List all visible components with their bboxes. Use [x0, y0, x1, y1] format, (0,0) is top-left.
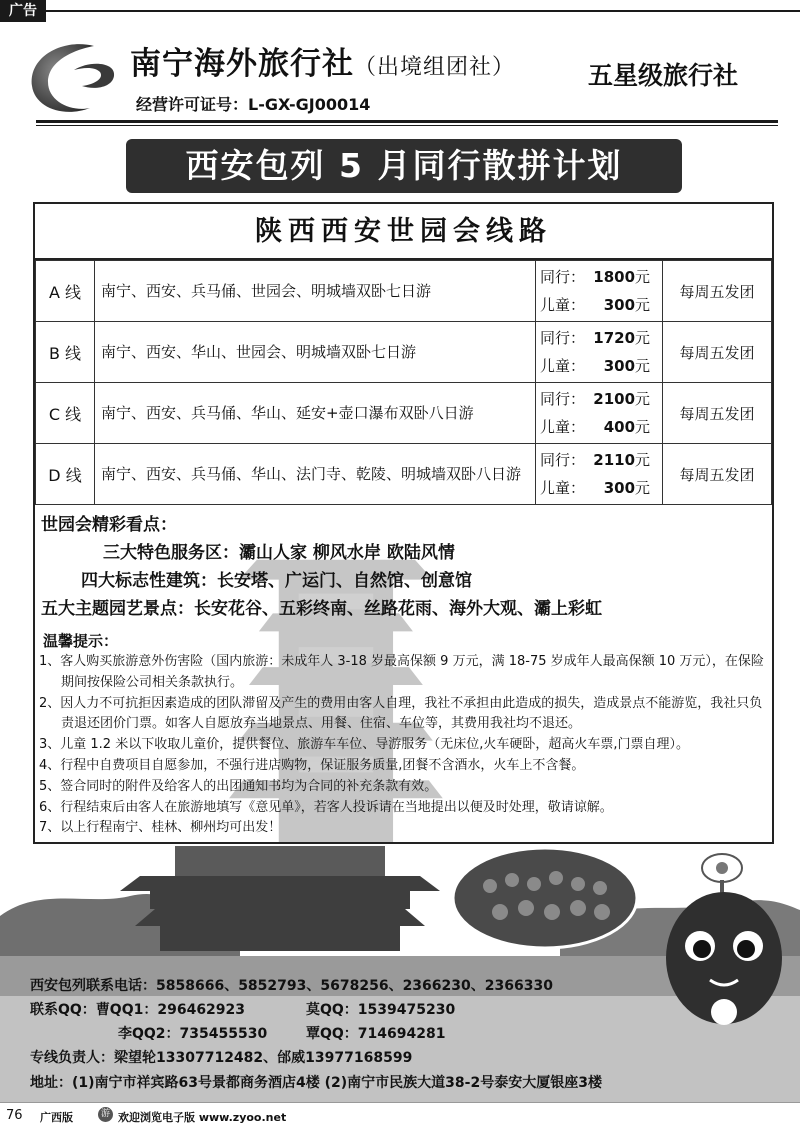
- price-unit: 元: [635, 418, 651, 436]
- contact-qq-row-1: [30, 999, 245, 1019]
- address-text: (1)南宁市祥宾路63号景都商务酒店4楼 (2)南宁市民族大道38-2号泰安大厦银座3楼: [72, 1075, 602, 1091]
- table-row: [36, 261, 772, 322]
- price-unit: 元: [635, 479, 651, 497]
- peer-price: 2110: [593, 451, 636, 469]
- tip-item: 5、签合同时的附件及给客人的出团通知书均为合同的补充条款有效。: [39, 778, 438, 794]
- route-price: [536, 322, 663, 383]
- tip-item: 2、因人力不可抗拒因素造成的团队滞留及产生的费用由客人自理，我社不承担由此造成的损失，造成景点不能游览，我社只负责退还团价门票。如客人自愿放弃当地景点、用餐、住宿、车位等，其费用我社均不退还。: [39, 695, 763, 732]
- peer-price: 1720: [593, 329, 636, 347]
- tip-item: 6、行程结束后由客人在旅游地填写《意见单》，若客人投诉请在当地提出以便及时处理，敬请谅解。: [39, 799, 613, 815]
- license-number: 经营许可证号：L-GX-GJ00014: [136, 95, 371, 114]
- route-table: [35, 260, 772, 505]
- edition-label: 广西版: [40, 1111, 73, 1124]
- phone-label: 西安包列联系电话：: [30, 978, 156, 994]
- contact-address: [30, 1072, 602, 1092]
- price-unit: 元: [635, 357, 651, 375]
- route-desc: 南宁、西安、兵马俑、世园会、明城墙双卧七日游: [95, 261, 536, 322]
- child-price: 300: [603, 357, 636, 375]
- ad-tag: 广告: [0, 0, 46, 22]
- child-label: 儿童：: [540, 296, 586, 314]
- website-link[interactable]: 欢迎浏览电子版 www.zyoo.net: [118, 1111, 287, 1124]
- route-price: [536, 261, 663, 322]
- agency-name-text: 南宁海外旅行社: [130, 46, 354, 82]
- contact-managers: [30, 1047, 412, 1067]
- qq-label: 联系QQ：: [30, 1002, 96, 1018]
- route-price: [536, 383, 663, 444]
- agency-type: （出境组团社）: [354, 55, 516, 80]
- qq-number: 覃QQ：714694281: [306, 1026, 446, 1042]
- tip-item: 3、儿童 1.2 米以下收取儿童价，提供餐位、旅游车车位、导游服务（无床位,火车硬卧，超高火车票,门票自理）。: [39, 737, 689, 753]
- peer-label: 同行：: [540, 329, 586, 347]
- price-unit: 元: [635, 296, 651, 314]
- route-code: A 线: [36, 261, 95, 322]
- qq-number: 曹QQ1：296462923: [95, 1002, 246, 1018]
- price-unit: 元: [635, 451, 651, 469]
- qq-number: 李QQ2：735455530: [118, 1026, 268, 1042]
- table-row: [36, 322, 772, 383]
- rating-label: 五星级旅行社: [588, 61, 739, 90]
- peer-label: 同行：: [540, 451, 586, 469]
- highlights-title: 世园会精彩看点：: [41, 515, 177, 535]
- footer-rule: [0, 1102, 800, 1103]
- price-unit: 元: [635, 390, 651, 408]
- page-number: 76: [6, 1108, 23, 1123]
- route-code: B 线: [36, 322, 95, 383]
- agency-name: [130, 38, 515, 83]
- peer-price: 2100: [593, 390, 636, 408]
- route-title: 陕西西安世园会线路: [35, 204, 772, 260]
- edition-badge-icon: 游: [98, 1107, 113, 1122]
- tip-item: 1、客人购买旅游意外伤害险（国内旅游：未成年人 3-18 岁最高保额 9 万元，满 18-75 岁成年人最高保额 10 万元），在保险期间按保险公司相关条款执行。: [39, 654, 764, 690]
- route-code: C 线: [36, 383, 95, 444]
- child-price: 400: [603, 418, 636, 436]
- highlight-line-3: 五大主题园艺景点：长安花谷、五彩终南、丝路花雨、海外大观、灞上彩虹: [41, 599, 602, 619]
- child-label: 儿童：: [540, 357, 586, 375]
- header-rule-thin: [36, 125, 778, 126]
- child-label: 儿童：: [540, 418, 586, 436]
- tips-list: [39, 652, 767, 839]
- route-schedule: 每周五发团: [663, 383, 772, 444]
- price-unit: 元: [635, 329, 651, 347]
- header-rule: [36, 120, 778, 123]
- route-desc: 南宁、西安、兵马俑、华山、法门寺、乾陵、明城墙双卧八日游: [95, 444, 536, 505]
- route-box: [33, 202, 774, 844]
- price-unit: 元: [635, 268, 651, 286]
- route-schedule: 每周五发团: [663, 322, 772, 383]
- manager-names: 梁望轮13307712482、邰威13977168599: [114, 1050, 413, 1066]
- route-price: [536, 444, 663, 505]
- peer-label: 同行：: [540, 390, 586, 408]
- route-code: D 线: [36, 444, 95, 505]
- highlight-line-1: 三大特色服务区：灞山人家 柳风水岸 欧陆风情: [103, 543, 455, 563]
- route-desc: 南宁、西安、兵马俑、华山、延安+壶口瀑布双卧八日游: [95, 383, 536, 444]
- child-price: 300: [603, 479, 636, 497]
- contact-phones: [30, 975, 553, 995]
- peer-label: 同行：: [540, 268, 586, 286]
- tips-title: 温馨提示：: [43, 632, 119, 650]
- table-row: [36, 383, 772, 444]
- route-desc: 南宁、西安、华山、世园会、明城墙双卧七日游: [95, 322, 536, 383]
- tip-item: 7、以上行程南宁、桂林、柳州均可出发！: [39, 820, 282, 836]
- table-row: [36, 444, 772, 505]
- agency-logo-icon: [24, 36, 120, 118]
- highlight-line-2: 四大标志性建筑：长安塔、广运门、自然馆、创意馆: [81, 571, 472, 591]
- child-label: 儿童：: [540, 479, 586, 497]
- route-schedule: 每周五发团: [663, 261, 772, 322]
- manager-label: 专线负责人：: [30, 1050, 114, 1066]
- phone-numbers: 5858666、5852793、5678256、2366230、2366330: [156, 978, 553, 994]
- address-label: 地址：: [30, 1075, 72, 1091]
- child-price: 300: [603, 296, 636, 314]
- top-rule: [46, 10, 800, 12]
- plan-banner: 西安包列 5 月同行散拼计划: [126, 139, 682, 193]
- route-schedule: 每周五发团: [663, 444, 772, 505]
- peer-price: 1800: [593, 268, 636, 286]
- tip-item: 4、行程中自费项目自愿参加，不强行进店购物，保证服务质量,团餐不含酒水，火车上不含餐。: [39, 757, 585, 773]
- qq-number: 莫QQ：1539475230: [306, 1002, 456, 1018]
